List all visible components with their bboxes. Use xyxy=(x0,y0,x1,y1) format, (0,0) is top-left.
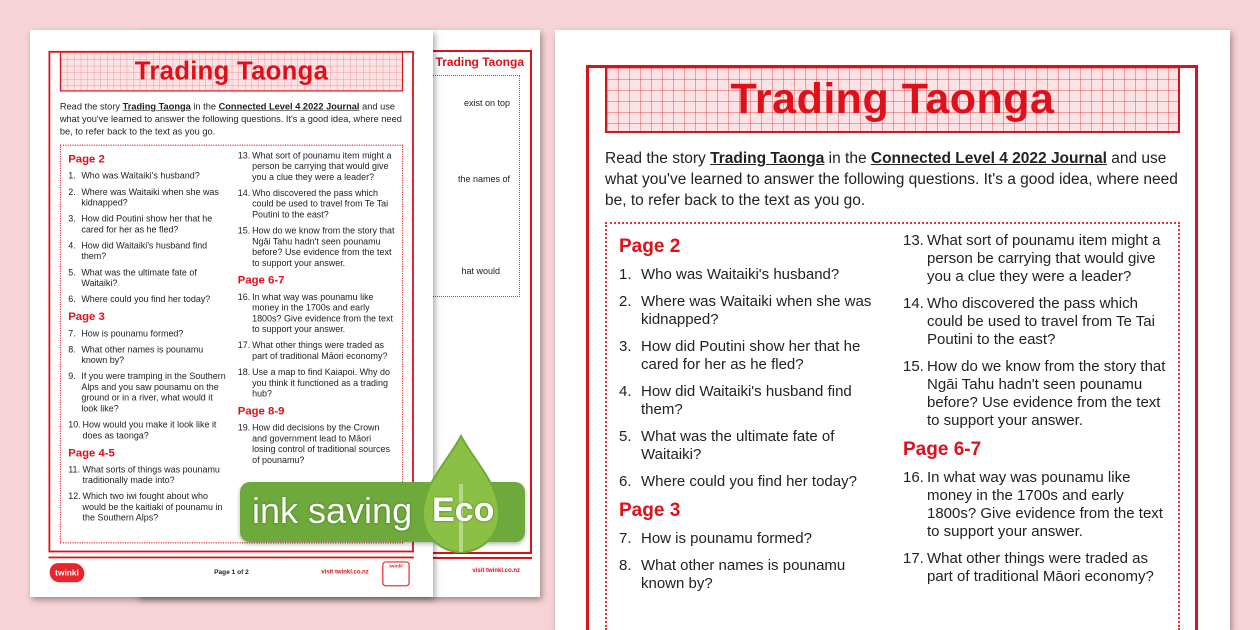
question-text: Who discovered the pass which could be used to travel from Te Tai Poutini to the east? xyxy=(252,188,389,220)
intro-reference: Connected Level 4 2022 Journal xyxy=(218,101,360,112)
question-item xyxy=(68,171,228,182)
section-heading: Page 2 xyxy=(68,152,105,166)
question-text: Use a map to find Kaiapoi. Why do you think it functioned as a trading hub? xyxy=(252,367,390,399)
left-question-column xyxy=(619,232,887,602)
intro-reference: Connected Level 4 2022 Journal xyxy=(870,150,1107,167)
question-number: 7. xyxy=(619,530,632,547)
question-text: What other things were traded as part of traditional Māori economy? xyxy=(252,340,388,362)
question-number: 7. xyxy=(68,328,76,339)
question-text: How would you make it look like it does as taonga? xyxy=(82,419,217,441)
question-text: What was the ultimate fate of Waitaiki? xyxy=(81,267,197,289)
question-number: 12. xyxy=(68,491,81,502)
section-heading: Page 3 xyxy=(68,310,105,324)
question-text: Which two iwi fought about who would be the kaitiaki of pounamu in the Southern Alps? xyxy=(82,491,223,524)
question-item xyxy=(619,557,887,593)
question-text: What other names is pounamu known by? xyxy=(641,557,846,592)
question-number: 10. xyxy=(68,419,81,430)
question-text: What sort of pounamu item might a person be carrying that would give you a clue they were a leader? xyxy=(927,232,1161,285)
question-number: 8. xyxy=(68,344,76,355)
intro-reference: Trading Taonga xyxy=(710,150,825,167)
title-banner xyxy=(605,66,1180,133)
question-text: Where could you find her today? xyxy=(81,294,211,305)
question-item xyxy=(68,371,228,414)
back-page-fragment: hat would xyxy=(461,266,500,276)
question-item xyxy=(68,345,228,366)
question-item xyxy=(68,465,228,486)
question-number: 6. xyxy=(619,473,632,490)
question-number: 19. xyxy=(237,422,251,433)
back-page-title: Trading Taonga xyxy=(435,55,524,69)
question-number: 14. xyxy=(237,188,251,199)
question-text: How do we know from the story that Ngāi Tahu hadn't seen pounamu before? Use evidence from the text to support your answer. xyxy=(252,225,395,269)
right-question-column xyxy=(238,151,397,472)
question-item xyxy=(238,340,397,361)
question-number: 15. xyxy=(237,225,251,236)
eco-label: Eco xyxy=(432,491,495,529)
question-item xyxy=(68,420,228,441)
question-text: Where was Waitaiki when she was kidnapped? xyxy=(641,293,872,328)
question-item xyxy=(238,423,397,466)
right-question-column xyxy=(903,232,1169,595)
section-heading: Page 6-7 xyxy=(903,439,982,460)
question-number: 3. xyxy=(68,213,76,225)
questions-box xyxy=(605,222,1180,630)
question-item xyxy=(68,329,228,340)
question-item xyxy=(903,550,1169,586)
question-text: Who was Waitaiki's husband? xyxy=(641,266,840,283)
question-text: How is pounamu formed? xyxy=(641,530,812,547)
question-text: How did Waitaiki's husband find them? xyxy=(641,383,852,418)
question-text: What other things were traded as part of traditional Māori economy? xyxy=(927,550,1154,585)
worksheet-page xyxy=(555,30,1230,630)
question-number: 17. xyxy=(237,340,251,351)
question-text: How did Poutini show her that he cared for her as he fled? xyxy=(641,338,861,373)
question-text: Where could you find her today? xyxy=(641,473,857,490)
question-text: If you were tramping in the Southern Alps and you saw pounamu on the ground or in a river, what would it look like? xyxy=(81,371,226,414)
left-question-column xyxy=(68,151,228,529)
question-text: What was the ultimate fate of Waitaiki? xyxy=(641,428,835,463)
question-item xyxy=(619,473,887,491)
question-number: 2. xyxy=(619,293,632,310)
question-text: In what way was pounamu like money in the 1700s and early 1800s? Give evidence from the text to support your answer. xyxy=(927,469,1163,540)
question-item xyxy=(903,469,1169,541)
question-item xyxy=(619,338,887,374)
question-number: 5. xyxy=(68,267,76,278)
section-heading: Page 6-7 xyxy=(237,274,285,287)
intro-text: and use what you've learned to answer the following questions. It's a good idea, where need be, to refer back to the text as you go. xyxy=(605,150,1178,209)
question-item xyxy=(619,530,887,548)
section-heading: Page 4-5 xyxy=(68,446,115,460)
question-item xyxy=(68,294,228,305)
section-heading: Page 8-9 xyxy=(237,404,285,418)
question-item xyxy=(68,187,228,208)
question-number: 17. xyxy=(903,550,924,567)
question-text: How is pounamu formed? xyxy=(81,328,184,339)
question-text: In what way was pounamu like money in the 1700s and early 1800s? Give evidence from the text to support your answer. xyxy=(252,292,393,335)
instructions xyxy=(60,100,407,138)
twinkl-logo: twinkl xyxy=(50,563,85,582)
question-number: 8. xyxy=(619,557,632,574)
question-number: 5. xyxy=(619,428,632,445)
question-number: 1. xyxy=(619,266,632,283)
question-text: Who discovered the pass which could be used to travel from Te Tai Poutini to the east? xyxy=(927,295,1155,348)
question-text: How did Waitaiki's husband find them? xyxy=(81,240,208,262)
question-text: What other names is pounamu known by? xyxy=(81,344,204,366)
question-text: How did decisions by the Crown and government lead to Māori losing control of traditional sources of pounamu? xyxy=(252,422,390,466)
question-number: 16. xyxy=(903,469,924,486)
question-item xyxy=(238,151,397,183)
question-item xyxy=(238,226,397,269)
question-number: 1. xyxy=(68,170,76,182)
question-text: What sort of pounamu item might a person be carrying that would give you a clue they were a leader? xyxy=(252,150,392,183)
question-item xyxy=(619,428,887,464)
question-item xyxy=(68,268,228,289)
question-number: 14. xyxy=(903,295,924,312)
back-page-fragment: the names of xyxy=(457,174,510,184)
question-number: 4. xyxy=(619,383,632,400)
question-item xyxy=(68,491,228,523)
question-number: 4. xyxy=(68,240,76,251)
question-item xyxy=(68,241,228,262)
question-number: 11. xyxy=(68,464,80,475)
visit-link[interactable]: visit twinkl.co.nz xyxy=(321,568,369,576)
question-item xyxy=(238,292,397,335)
page-number: Page 1 of 2 xyxy=(214,568,249,576)
question-number: 3. xyxy=(619,338,632,355)
footer-divider xyxy=(49,557,414,559)
question-text: How did Poutini show her that he cared for her as he fled? xyxy=(81,213,213,235)
question-number: 2. xyxy=(68,187,76,198)
question-item xyxy=(903,358,1169,430)
question-number: 16. xyxy=(237,292,251,303)
intro-text: Read the story xyxy=(605,150,711,167)
instructions xyxy=(605,148,1187,211)
intro-text: in the xyxy=(190,101,219,112)
intro-text: and use what you've learned to answer the following questions. It's a good idea, where need be, to refer back to the text as you go. xyxy=(59,101,402,137)
footer-badge: twinkl xyxy=(382,561,409,586)
question-text: What sorts of things was pounamu traditionally made into? xyxy=(82,464,220,486)
question-number: 18. xyxy=(237,367,251,378)
question-item xyxy=(238,367,397,399)
question-item xyxy=(238,188,397,220)
back-visit-text: visit twinkl.co.nz xyxy=(472,568,520,574)
ink-saving-label: ink saving xyxy=(252,490,413,531)
back-page-fragment: exist on top xyxy=(463,98,510,108)
intro-text: in the xyxy=(824,150,871,167)
question-item xyxy=(619,383,887,419)
section-heading: Page 3 xyxy=(619,500,681,521)
title-banner xyxy=(60,51,403,91)
question-item xyxy=(619,266,887,284)
intro-reference: Trading Taonga xyxy=(122,101,191,112)
question-number: 13. xyxy=(903,232,924,249)
question-item xyxy=(903,232,1169,286)
question-item xyxy=(68,214,228,235)
question-text: How do we know from the story that Ngāi Tahu hadn't seen pounamu before? Use evidence from the text to support your answer. xyxy=(927,358,1166,429)
question-text: Where was Waitaiki when she was kidnapped? xyxy=(81,187,219,208)
question-item xyxy=(903,295,1169,349)
question-item xyxy=(619,293,887,329)
worksheet-title: Trading Taonga xyxy=(134,56,329,86)
intro-text: Read the story xyxy=(59,101,123,112)
question-number: 13. xyxy=(237,150,251,161)
section-heading: Page 2 xyxy=(619,236,681,257)
worksheet-preview-large xyxy=(555,30,1230,630)
question-number: 15. xyxy=(903,358,924,375)
question-text: Who was Waitaiki's husband? xyxy=(81,170,200,182)
worksheet-title: Trading Taonga xyxy=(730,75,1055,123)
question-number: 6. xyxy=(68,294,76,305)
question-number: 9. xyxy=(68,371,76,382)
